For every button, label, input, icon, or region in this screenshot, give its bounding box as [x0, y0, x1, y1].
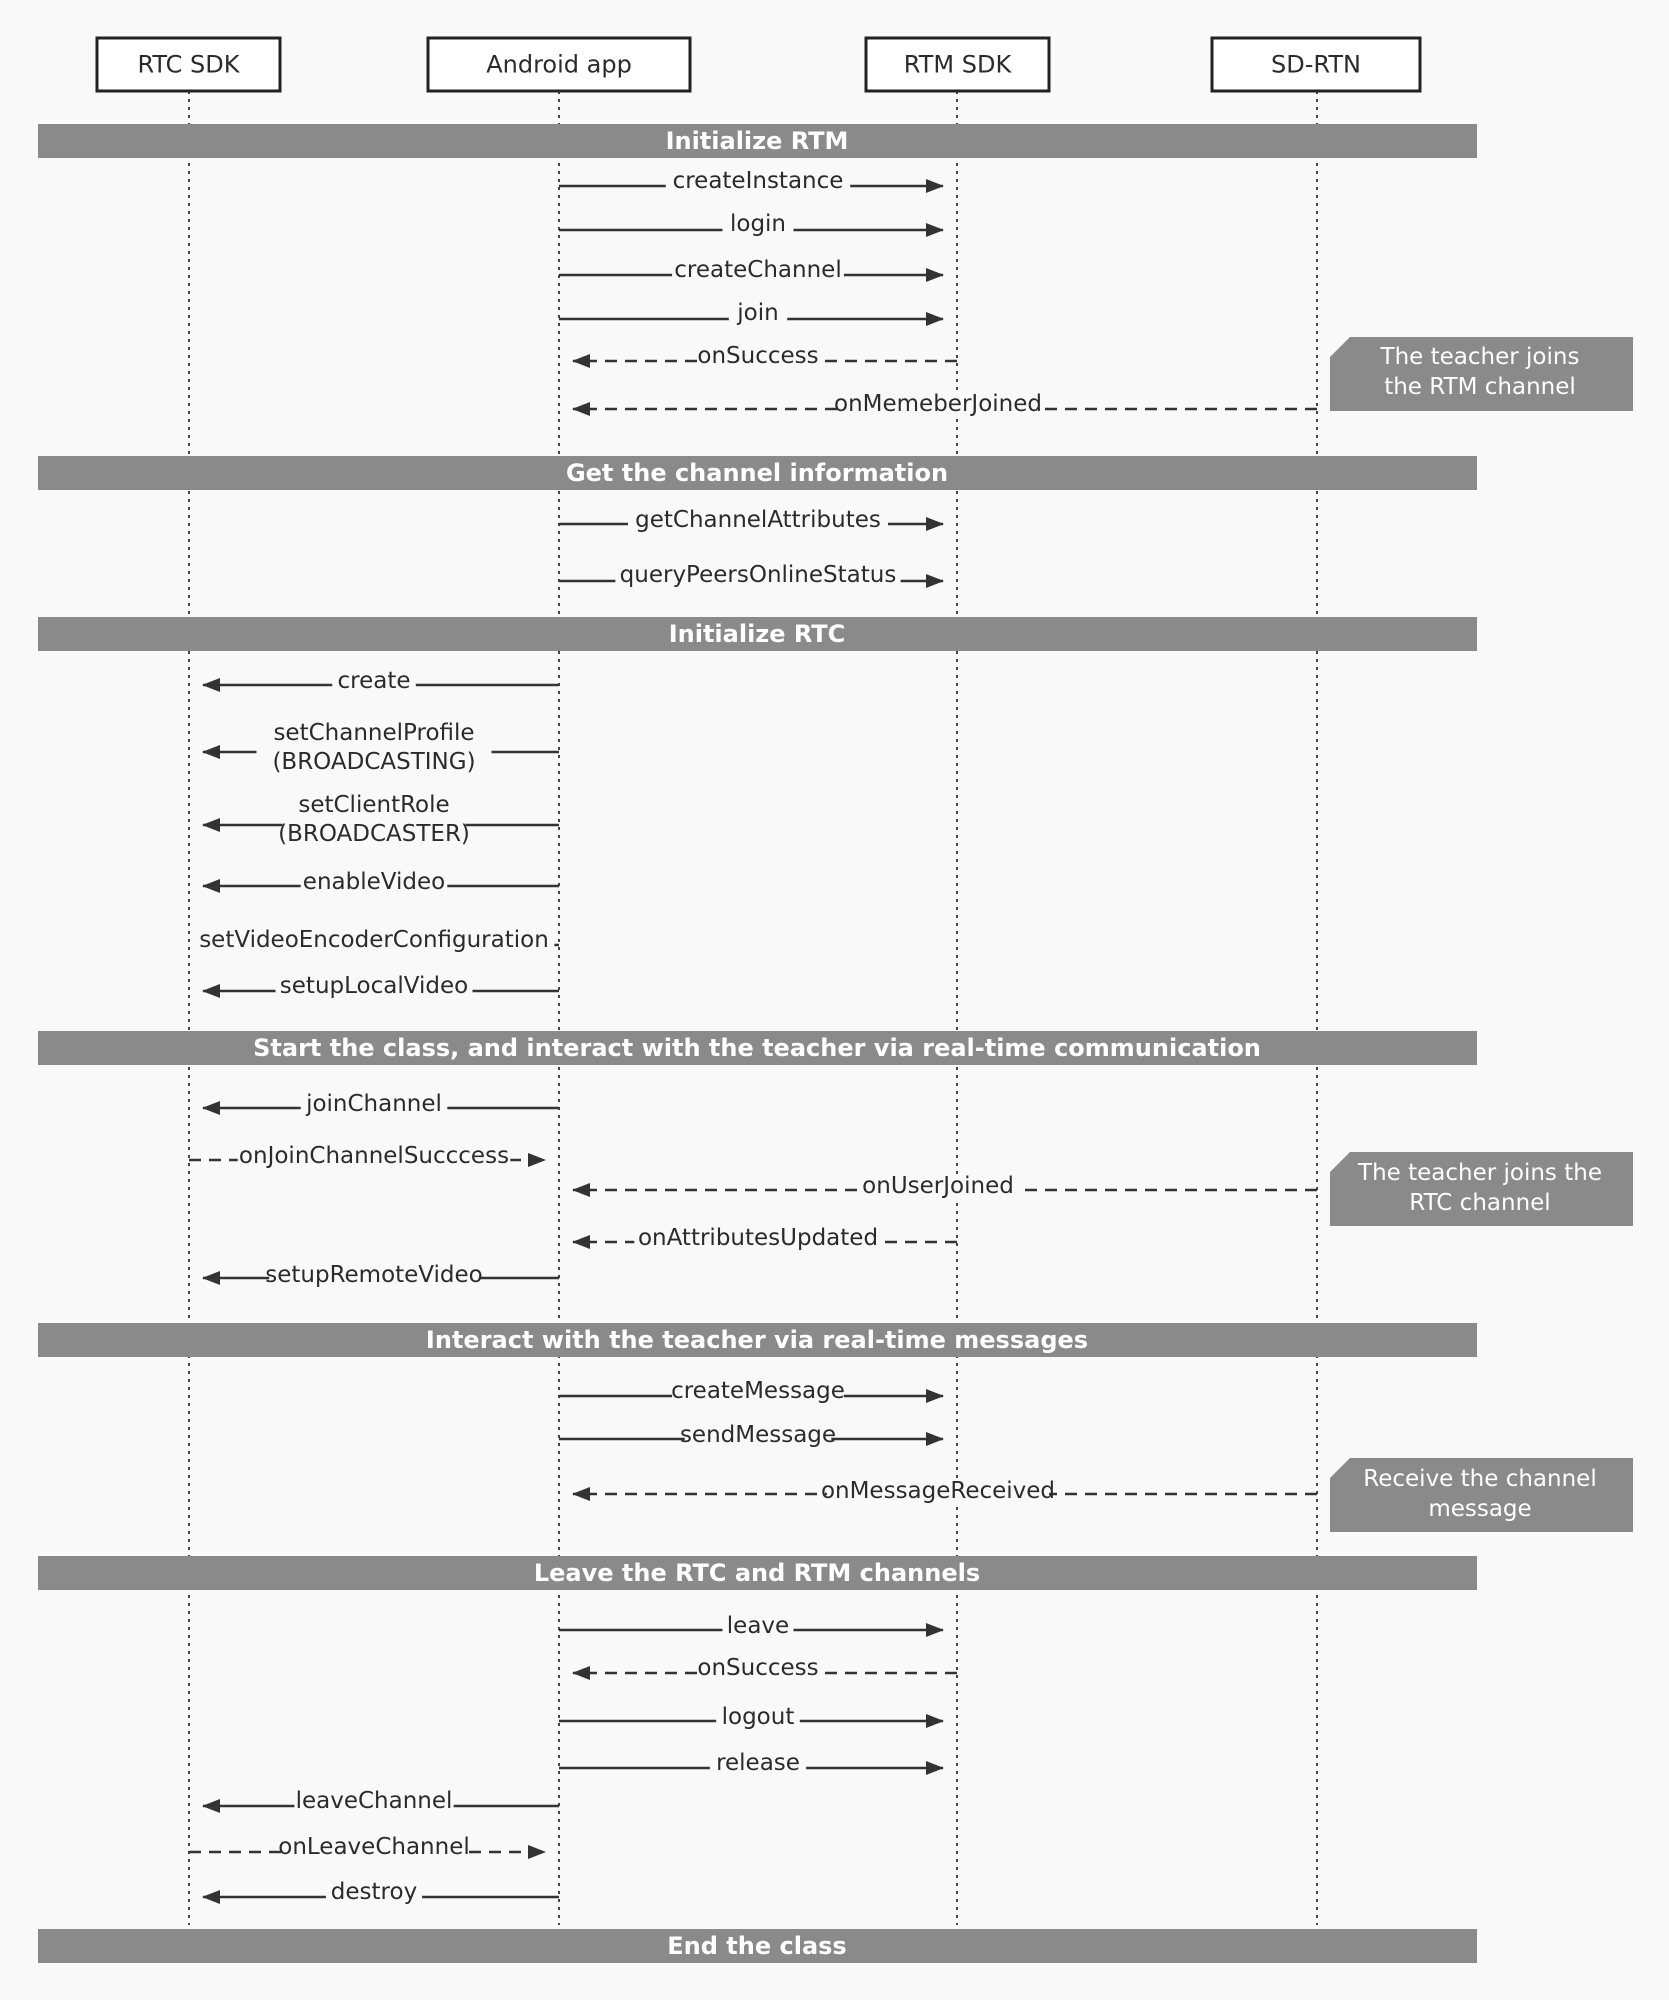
- section-title: End the class: [667, 1932, 847, 1960]
- message-label: logout: [721, 1704, 795, 1730]
- message-leave: [559, 1613, 943, 1640]
- message-label: onMessageReceived: [820, 1478, 1056, 1504]
- message-label: join: [737, 300, 779, 326]
- note-receive-message: [1330, 1458, 1633, 1532]
- message-create: [203, 668, 559, 695]
- message-onSuccess: [573, 1655, 957, 1682]
- section-start-class: [38, 1031, 1477, 1065]
- message-setupLocalVideo: [203, 973, 559, 1000]
- message-onMessageReceived: [573, 1478, 1317, 1505]
- message-label: enableVideo: [302, 869, 446, 895]
- participant-sdrtn: [1212, 38, 1420, 91]
- section-leave-channels: [38, 1556, 1477, 1590]
- message-label: joinChannel: [306, 1091, 442, 1117]
- section-get-channel-info: [38, 456, 1477, 490]
- section-title: Initialize RTC: [668, 620, 846, 648]
- participant-label: RTM SDK: [903, 50, 1012, 79]
- note-text-line1: The teacher joins the: [1358, 1160, 1602, 1186]
- section-initialize-rtm: [38, 124, 1477, 158]
- message-onJoinChannelSucccess: [189, 1143, 545, 1170]
- message-destroy: [203, 1879, 559, 1906]
- message-onUserJoined: [573, 1173, 1317, 1200]
- note-text-line1: The teacher joins: [1380, 344, 1580, 370]
- message-label: getChannelAttributes: [635, 507, 881, 533]
- message-label: onSuccess: [697, 343, 819, 369]
- section-title: Get the channel information: [565, 459, 949, 487]
- message-label: destroy: [330, 1879, 418, 1905]
- message-onMemeberJoined: [573, 391, 1317, 418]
- message-label: onUserJoined: [862, 1173, 1014, 1199]
- section-title: Leave the RTC and RTM channels: [533, 1559, 981, 1587]
- message-onAttributesUpdated: [573, 1225, 957, 1252]
- message-label: sendMessage: [679, 1422, 837, 1448]
- participant-app: [428, 38, 690, 91]
- message-label: setVideoEncoderConfiguration: [199, 927, 549, 953]
- participant-rtc: [97, 38, 280, 91]
- note-text-line1: Receive the channel: [1363, 1466, 1597, 1492]
- message-label-line2: (BROADCASTER): [278, 821, 470, 847]
- note-text-line2: message: [1428, 1496, 1532, 1522]
- message-label: leave: [726, 1613, 790, 1639]
- message-label: createInstance: [672, 168, 844, 194]
- message-label: setClientRole: [298, 792, 450, 818]
- message-label: onLeaveChannel: [278, 1834, 470, 1860]
- message-createInstance: [559, 168, 943, 195]
- message-logout: [559, 1704, 943, 1731]
- message-release: [559, 1750, 943, 1777]
- message-label-line2: (BROADCASTING): [272, 749, 476, 775]
- message-joinChannel: [203, 1091, 559, 1118]
- message-label: queryPeersOnlineStatus: [619, 562, 897, 588]
- participant-rtm: [866, 38, 1049, 91]
- message-setChannelProfile: [203, 718, 559, 780]
- message-sendMessage: [559, 1422, 943, 1449]
- message-label: onJoinChannelSucccess: [238, 1143, 510, 1169]
- participant-label: RTC SDK: [137, 50, 240, 79]
- message-setVideoEncoderConfiguration: [194, 927, 559, 954]
- message-label: onMemeberJoined: [834, 391, 1042, 417]
- message-label: release: [716, 1750, 800, 1776]
- note-teacher-joins-rtc: [1330, 1152, 1633, 1226]
- message-label: onSuccess: [697, 1655, 819, 1681]
- message-label: onAttributesUpdated: [637, 1225, 879, 1251]
- section-title: Interact with the teacher via real-time messages: [425, 1326, 1089, 1354]
- message-leaveChannel: [203, 1788, 559, 1815]
- section-end-class: [38, 1929, 1477, 1963]
- message-label: leaveChannel: [295, 1788, 453, 1814]
- note-text-line2: the RTM channel: [1384, 374, 1576, 400]
- message-onSuccess: [573, 343, 957, 370]
- message-createChannel: [559, 257, 943, 284]
- participant-label: SD-RTN: [1271, 50, 1361, 79]
- message-onLeaveChannel: [189, 1834, 545, 1861]
- participant-label: Android app: [486, 50, 632, 79]
- message-join: [559, 300, 943, 327]
- message-label: create: [337, 668, 411, 694]
- section-initialize-rtc: [38, 617, 1477, 651]
- message-label: createChannel: [674, 257, 842, 283]
- message-login: [559, 211, 943, 238]
- message-label: login: [729, 211, 787, 237]
- section-title: Start the class, and interact with the teacher via real-time communication: [253, 1034, 1261, 1062]
- section-title: Initialize RTM: [665, 127, 849, 155]
- message-label: createMessage: [671, 1378, 845, 1404]
- note-teacher-joins-rtm: [1330, 337, 1633, 411]
- message-setClientRole: [203, 790, 559, 852]
- note-text-line2: RTC channel: [1409, 1190, 1551, 1216]
- message-label: setChannelProfile: [273, 720, 475, 746]
- message-setupRemoteVideo: [203, 1262, 559, 1289]
- message-getChannelAttributes: [559, 507, 943, 534]
- message-enableVideo: [203, 869, 559, 896]
- message-createMessage: [559, 1378, 943, 1405]
- section-interact-messages: [38, 1323, 1477, 1357]
- message-label: setupLocalVideo: [279, 973, 469, 999]
- message-queryPeersOnlineStatus: [559, 562, 943, 589]
- message-label: setupRemoteVideo: [265, 1262, 483, 1288]
